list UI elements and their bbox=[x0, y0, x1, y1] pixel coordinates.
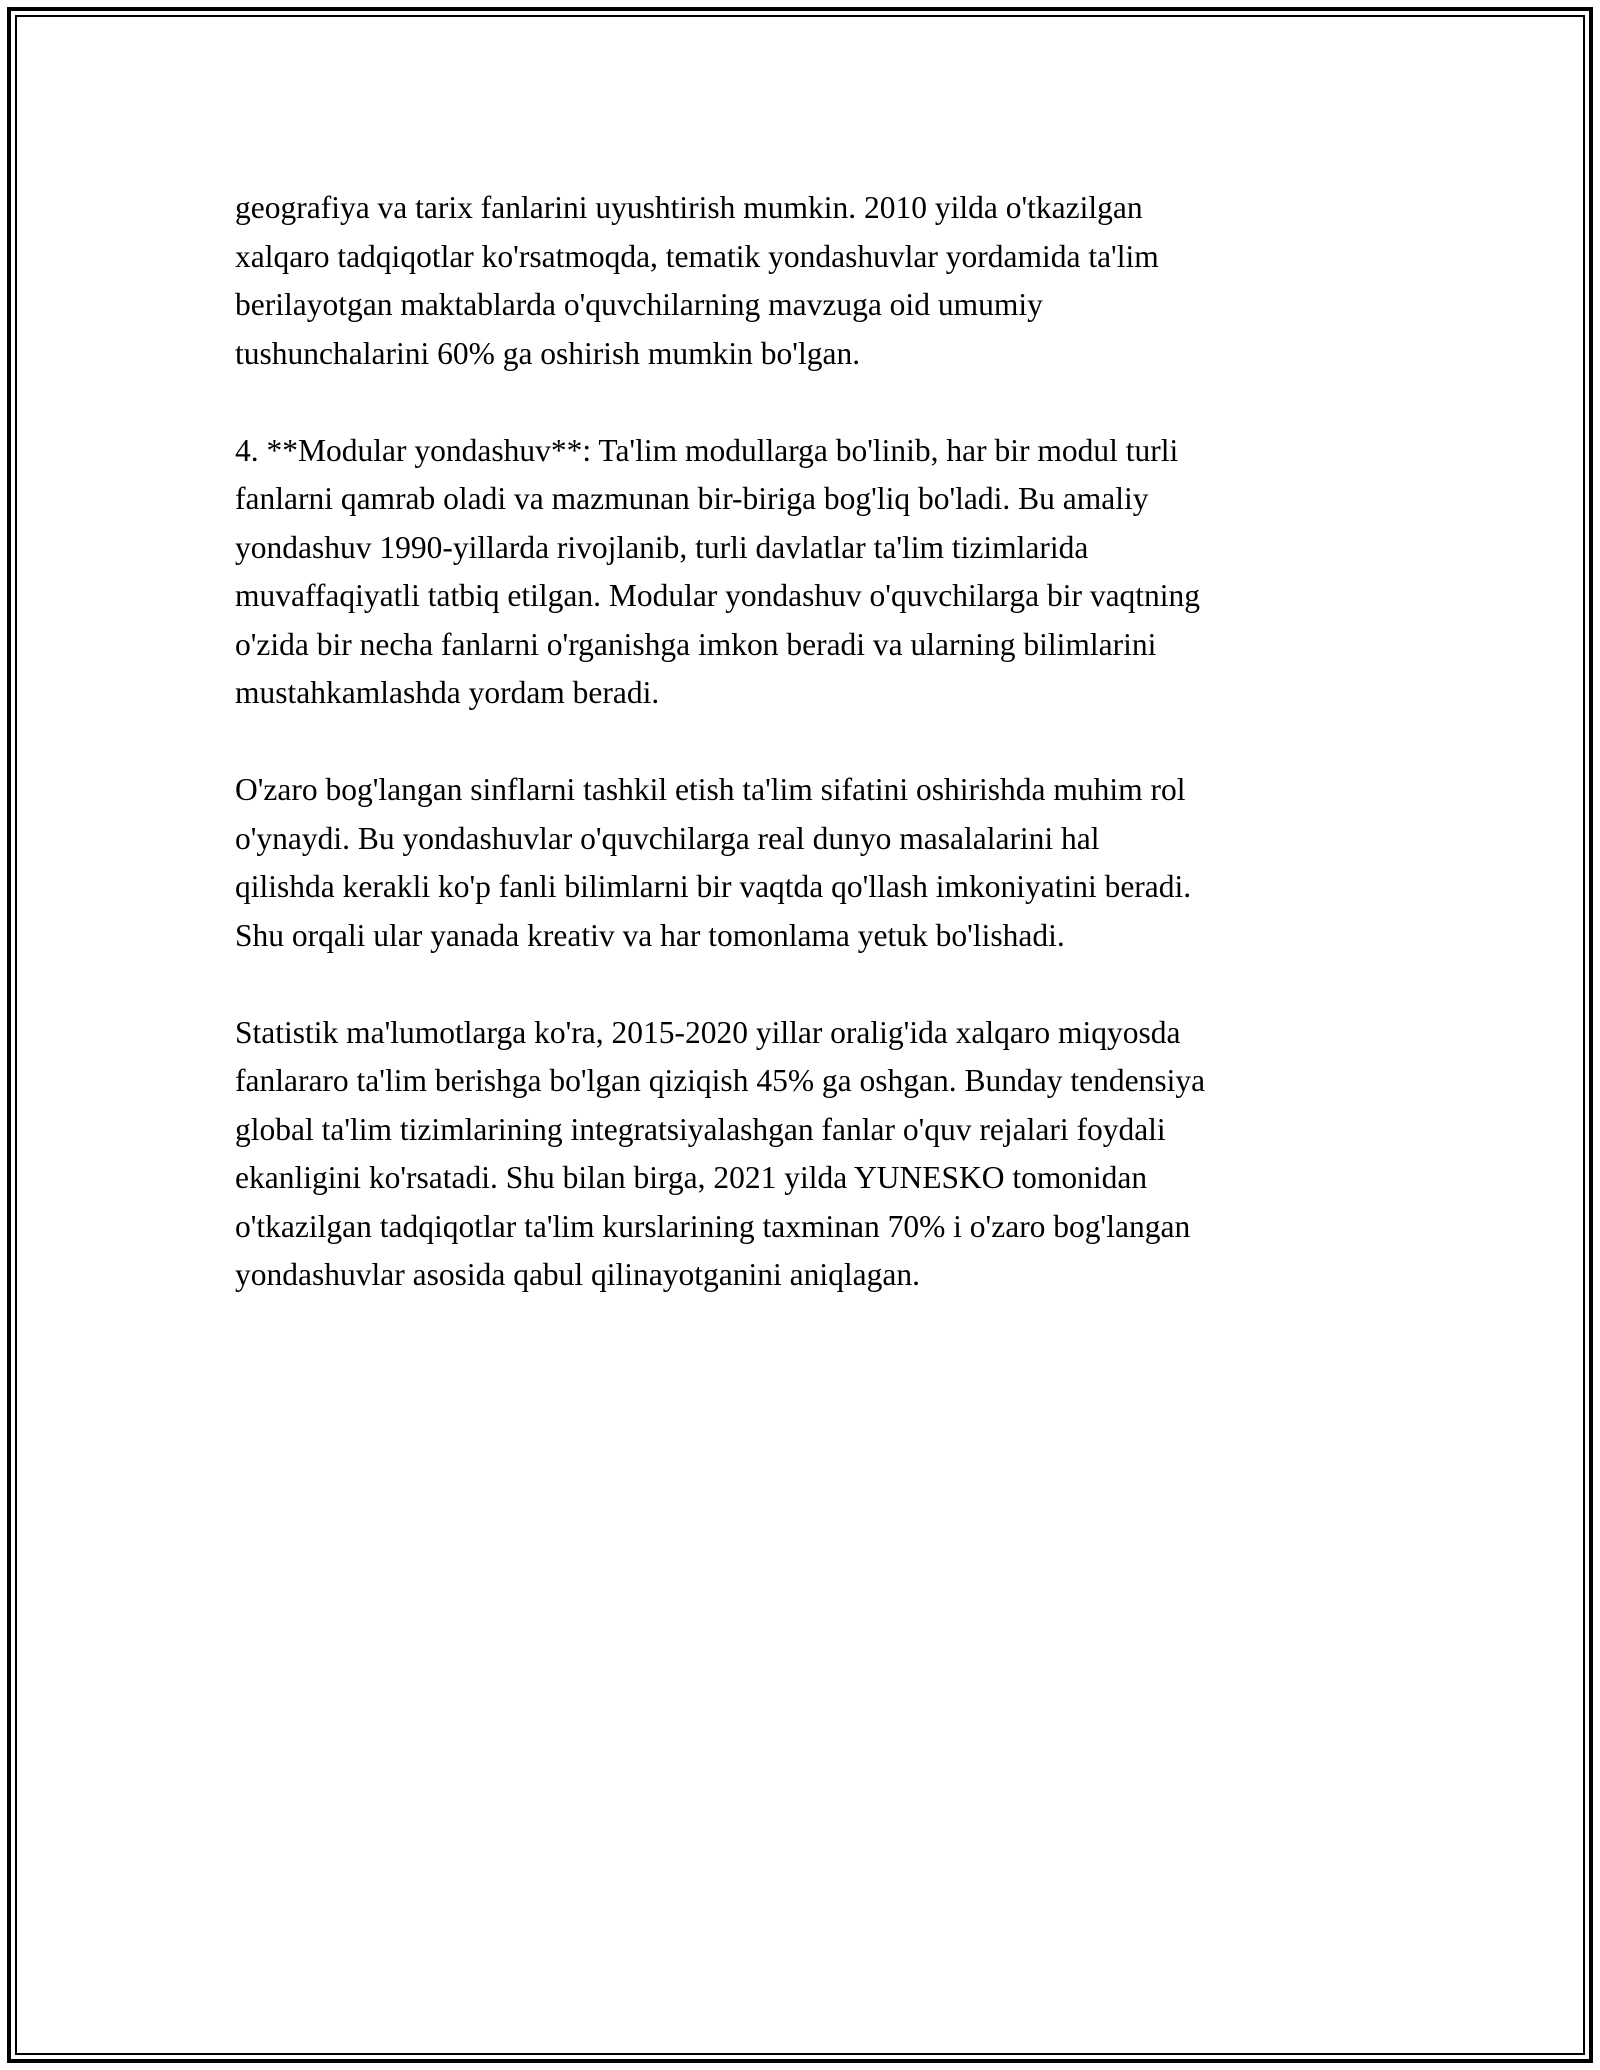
paragraph-interconnected-classes: O'zaro bog'langan sinflarni tashkil etish ta'lim sifatini oshirishda muhim rol o'ynaydi. Bu yondashuvlar o'quvchilarga real dunyo masalalarini hal qilishda kerakli ko'p fanli bilimlarni bir vaqtda qo'llash imkoniyatini beradi. Shu orqali ular yanada kreativ va har tomonlama yetuk bo'lishadi. bbox=[235, 772, 1192, 953]
paragraph-modular-approach: 4. **Modular yondashuv**: Ta'lim modullarga bo'linib, har bir modul turli fanlarni qamrab oladi va mazmunan bir-biriga bog'liq bo'ladi. Bu amaliy yondashuv 1990-yillarda rivojlanib, turli davlatlar ta'lim tizimlarida muvaffaqiyatli tatbiq etilgan. Modular yondashuv o'quvchilarga bir vaqtning o'zida bir necha fanlarni o'rganishga imkon beradi va ularning bilimlarini mustahkamlashda yordam beradi. bbox=[235, 432, 1201, 710]
document-body bbox=[235, 184, 1375, 1348]
paragraph-statistics: Statistik ma'lumotlarga ko'ra, 2015-2020 yillar oralig'ida xalqaro miqyosda fanlararo ta'lim berishga bo'lgan qiziqish 45% ga oshgan. Bunday tendensiya global ta'lim tizimlarining integratsiyalashgan fanlar o'quv rejalari foydali ekanligini ko'rsatadi. Shu bilan birga, 2021 yilda YUNESKO tomonidan o'tkazilgan tadqiqotlar ta'lim kurslarining taxminan 70% i o'zaro bog'langan yondashuvlar asosida qabul qilinayotganini aniqlagan. bbox=[235, 1014, 1206, 1292]
paragraph-intro-continued: geografiya va tarix fanlarini uyushtirish mumkin. 2010 yilda o'tkazilgan xalqaro tadqiqotlar ko'rsatmoqda, tematik yondashuvlar yordamida ta'lim berilayotgan maktablarda o'quvchilarning mavzuga oid umumiy tushunchalarini 60% ga oshirish mumkin bo'lgan. bbox=[235, 190, 1159, 371]
